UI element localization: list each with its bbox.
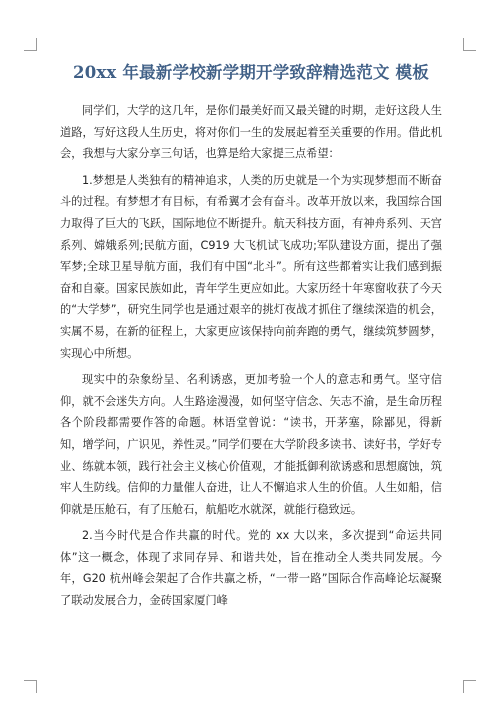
document-title: 20xx 年最新学校新学期开学致辞精选范文 模板: [73, 63, 429, 82]
crop-mark-top-left: [24, 38, 37, 51]
crop-mark-bottom-left: [24, 680, 37, 693]
crop-mark-top-right: [463, 38, 476, 51]
crop-mark-bottom-right: [463, 680, 476, 693]
paragraph-intro: 同学们，大学的这几年，是你们最美好而又最关键的时期，走好这段人生道路，写好这段人生历史，将对你们一生的发展起着至关重要的作用。借此机会，我想与大家分享三句话，也算是给大家提三点希望：: [60, 104, 442, 161]
paragraph-belief: 现实中的杂象纷呈、名利诱惑，更加考验一个人的意志和勇气。坚守信仰，就不会迷失方向。人生路途漫漫，如何坚守信念、矢志不渝，是生命历程各个阶段都需要作答的命题。林语堂曾说：“读书，开茅塞，除鄙见，得新知，增学问，广识见，养性灵。”同学们要在大学阶段多读书、读好书，学好专业、练就本领，践行社会主义核心价值观，才能抵御利欲诱惑和思想腐蚀，筑牢人生防线。信仰的力量催人奋进，让人不懈追求人生的价值。人生如船，信仰就是压舱石，有了压舱石，航船吃水就深，就能行稳致远。: [60, 373, 442, 516]
paragraph-point-1: 1.梦想是人类独有的精神追求，人类的历史就是一个为实现梦想而不断奋斗的过程。有梦想才有目标，有希翼才会有奋斗。改革开放以来，我国综合国力取得了巨大的飞跃，国际地位不断提升。航天科技方面，有神舟系列、天宫系列、嫦娥系列;民航方面，C919 大飞机试飞成功;军队建设方面，提出了强军梦;全球卫星导航方面，我们有中国“北斗”。所有这些都着实让我们感到振奋和自豪。国家民族如此，青年学生更应如此。大家历经十年寒窗收获了今天的“大学梦”，研究生同学也是通过艰辛的挑灯夜战才抓住了继续深造的机会，实属不易，在新的征程上，大家更应该保持向前奔跑的勇气，继续筑梦圆梦，实现心中所想。: [60, 173, 442, 360]
document-body: [60, 100, 442, 617]
paragraph-point-2: 2.当今时代是合作共赢的时代。党的 xx 大以来，多次提到“命运共同体”这一概念，体现了求同存异、和谐共处，旨在推动全人类共同发展。今年，G20 杭州峰会架起了合作共赢之桥，“一带一路”国际合作高峰论坛凝聚了联动发展合力，金砖国家厦门峰: [60, 529, 442, 608]
